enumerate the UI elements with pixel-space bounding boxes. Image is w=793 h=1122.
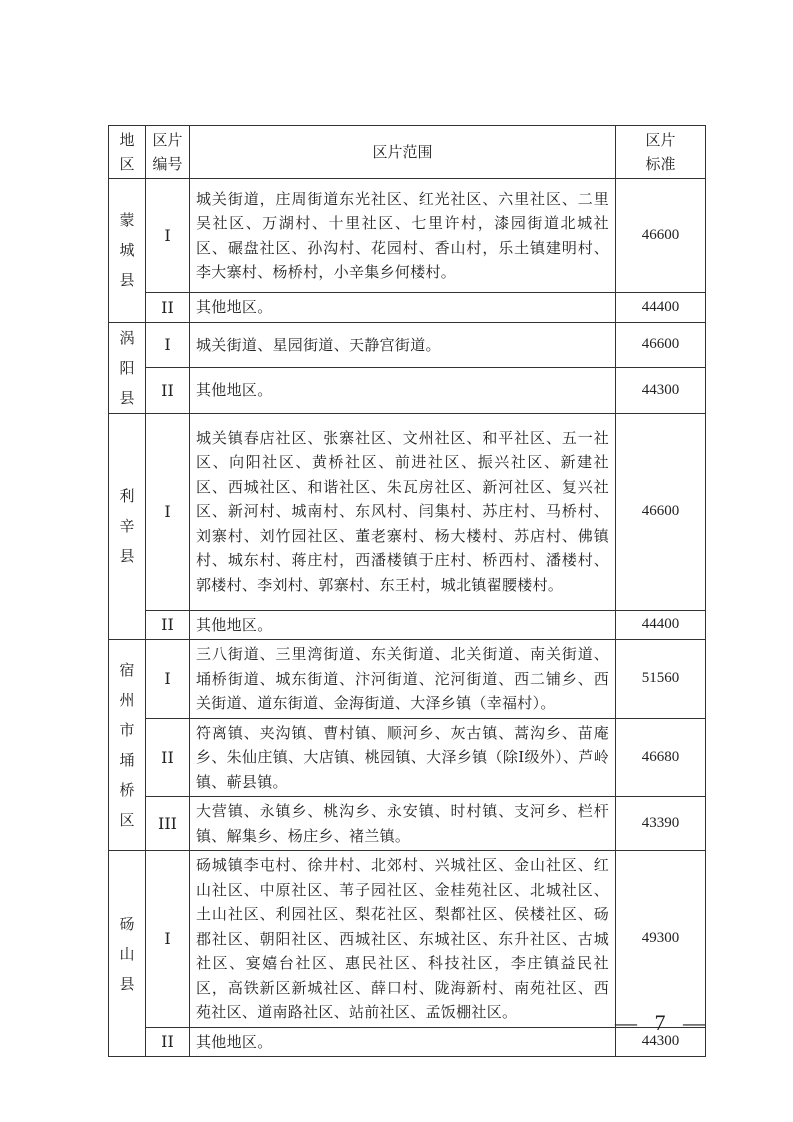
standard-cell: 46600 (616, 179, 706, 293)
table-row (109, 640, 706, 719)
table-row (109, 179, 706, 293)
code-cell: II (146, 1027, 190, 1057)
page-number: — 7 — (615, 1010, 711, 1035)
range-cell: 城关镇春店社区、张寨社区、文州社区、和平社区、五一社区、向阳社区、黄桥社区、前进社区、振兴社区、新建社区、西城社区、和谐社区、朱瓦房社区、新河社区、复兴社区、新河村、城南村、东风村、闫集村、苏庄村、马桥村、刘寨村、刘竹园社区、董老寨村、杨大楼村、苏店村、佛镇村、城东村、蒋庄村，西潘楼镇于庄村、桥西村、潘楼村、郭楼村、李刘村、郭寨村、东王村，城北镇翟腰楼村。 (190, 413, 616, 610)
range-cell: 其他地区。 (190, 293, 616, 323)
region-cell: 涡阳县 (109, 322, 146, 413)
table-row (109, 610, 706, 640)
table-row (109, 413, 706, 610)
standard-cell: 51560 (616, 640, 706, 719)
standard-cell: 43390 (616, 797, 706, 851)
standard-cell: 44300 (616, 368, 706, 414)
table-row (109, 293, 706, 323)
range-cell: 其他地区。 (190, 368, 616, 414)
region-cell: 蒙城县 (109, 179, 146, 323)
code-cell: I (146, 322, 190, 368)
standard-cell: 46680 (616, 718, 706, 797)
region-cell: 砀山县 (109, 851, 146, 1057)
region-cell: 利辛县 (109, 413, 146, 640)
range-cell: 其他地区。 (190, 610, 616, 640)
header-range: 区片范围 (190, 126, 616, 179)
standard-cell: 46600 (616, 322, 706, 368)
range-cell: 城关街道，庄周街道东光社区、红光社区、六里社区、二里吴社区、万湖村、十里社区、七里许村，漆园街道北城社区、碾盘社区、孙沟村、花园村、香山村，乐土镇建明村、李大寨村、杨桥村，小辛集乡何楼村。 (190, 179, 616, 293)
table-row (109, 797, 706, 851)
table-row (109, 322, 706, 368)
land-price-table (108, 125, 706, 1057)
region-cell: 宿州市埇桥区 (109, 640, 146, 851)
table-row (109, 368, 706, 414)
header-code: 区片编号 (146, 126, 190, 179)
code-cell: III (146, 797, 190, 851)
header-standard: 区片标准 (616, 126, 706, 179)
standard-cell: 46600 (616, 413, 706, 610)
code-cell: II (146, 610, 190, 640)
code-cell: II (146, 718, 190, 797)
range-cell: 其他地区。 (190, 1027, 616, 1057)
range-cell: 城关街道、星园街道、天静宫街道。 (190, 322, 616, 368)
standard-cell: 44300 (616, 1027, 706, 1057)
header-region: 地区 (109, 126, 146, 179)
range-cell: 砀城镇李屯村、徐井村、北郊村、兴城社区、金山社区、红山社区、中原社区、苇子园社区、金桂苑社区、北城社区、土山社区、利园社区、梨花社区、梨都社区、侯楼社区、砀郡社区、朝阳社区、西城社区、东城社区、东升社区、古城社区、宴嬉台社区、惠民社区、科技社区，李庄镇益民社区，高铁新区新城社区、薛口村、陇海新村、南苑社区、西苑社区、道南路社区、站前社区、孟饭棚社区。 (190, 851, 616, 1028)
range-cell: 三八街道、三里湾街道、东关街道、北关街道、南关街道、埇桥街道、城东街道、汴河街道、沱河街道、西二铺乡、西关街道、道东街道、金海街道、大泽乡镇（幸福村）。 (190, 640, 616, 719)
code-cell: I (146, 179, 190, 293)
table-header-row (109, 126, 706, 179)
standard-cell: 44400 (616, 293, 706, 323)
code-cell: I (146, 413, 190, 610)
code-cell: I (146, 851, 190, 1028)
range-cell: 符离镇、夹沟镇、曹村镇、顺河乡、灰古镇、蒿沟乡、苗庵乡、朱仙庄镇、大店镇、桃园镇、大泽乡镇（除I级外）、芦岭镇、蕲县镇。 (190, 718, 616, 797)
table-row (109, 718, 706, 797)
standard-cell: 49300 (616, 851, 706, 1028)
code-cell: I (146, 640, 190, 719)
code-cell: II (146, 368, 190, 414)
code-cell: II (146, 293, 190, 323)
table-row (109, 851, 706, 1028)
standard-cell: 44400 (616, 610, 706, 640)
range-cell: 大营镇、永镇乡、桃沟乡、永安镇、时村镇、支河乡、栏杆镇、解集乡、杨庄乡、褚兰镇。 (190, 797, 616, 851)
